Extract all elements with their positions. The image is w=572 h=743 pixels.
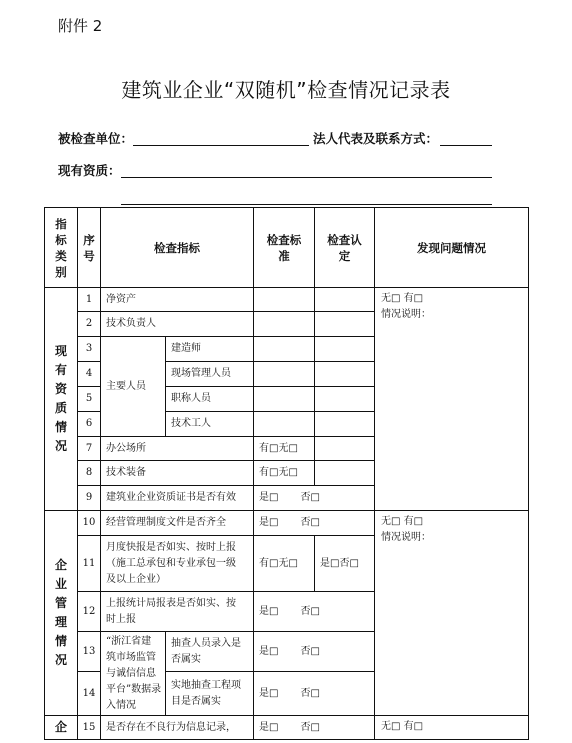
sub-indicator-cell: 技术工人: [166, 412, 254, 437]
header-indicator: 检查指标: [101, 208, 254, 288]
determination-cell[interactable]: [315, 461, 375, 486]
yes-no-cell[interactable]: [254, 511, 375, 536]
seq-cell: 3: [78, 337, 101, 362]
indicator-cell: 技术装备: [101, 461, 254, 486]
indicator-cell: 是否存在不良行为信息记录，: [101, 716, 254, 740]
seq-cell: 10: [78, 511, 101, 536]
sub-indicator-cell: 实地抽查工程项目是否属实: [166, 672, 254, 716]
seq-cell: 15: [78, 716, 101, 740]
seq-cell: 8: [78, 461, 101, 486]
indicator-cell: 办公场所: [101, 437, 254, 461]
category-next: 企: [45, 716, 78, 740]
yes-checkbox[interactable]: 是□: [259, 645, 279, 657]
indicator-cell: 技术负责人: [101, 312, 254, 337]
no-checkbox[interactable]: 否□: [300, 492, 320, 503]
no-checkbox[interactable]: 否□: [300, 517, 320, 528]
header-category: 指 标 类 别: [45, 208, 78, 288]
sub-indicator-cell: 建造师: [166, 337, 254, 362]
inspection-table: [44, 207, 529, 740]
header-issues: 发现问题情况: [375, 208, 529, 288]
sub-indicator-cell: 职称人员: [166, 387, 254, 412]
yes-no-cell[interactable]: [254, 592, 375, 632]
standard-cell[interactable]: [254, 412, 315, 437]
inspected-unit-label: 被检查单位：: [58, 131, 134, 146]
indicator-cell: 月度快报是否如实、按时上报 （施工总承包和专业承包一级 及以上企业）: [101, 536, 254, 592]
determination-cell[interactable]: [315, 362, 375, 387]
determination-cell[interactable]: [315, 387, 375, 412]
standard-cell[interactable]: [254, 337, 315, 362]
standard-cell[interactable]: 有□无□: [254, 461, 315, 486]
standard-cell[interactable]: [254, 362, 315, 387]
issues-cell-qualification[interactable]: 无□ 有□ 情况说明：: [375, 288, 529, 511]
inspected-unit-field[interactable]: [133, 145, 309, 146]
seq-cell: 13: [78, 632, 101, 672]
issues-cell-next[interactable]: 无□ 有□: [375, 716, 529, 740]
table-row: [45, 511, 529, 536]
yes-checkbox[interactable]: 是□: [259, 517, 279, 528]
yes-no-cell[interactable]: [254, 632, 375, 672]
seq-cell: 7: [78, 437, 101, 461]
legal-rep-field[interactable]: [440, 145, 492, 146]
category-qualification: 现 有 资 质 情 况: [45, 288, 78, 511]
yes-checkbox[interactable]: 是□: [259, 687, 279, 699]
standard-cell[interactable]: [254, 312, 315, 337]
seq-cell: 2: [78, 312, 101, 337]
seq-cell: 6: [78, 412, 101, 437]
page-title: 建筑业企业“双随机”检查情况记录表: [121, 78, 451, 102]
determination-cell[interactable]: [315, 337, 375, 362]
seq-cell: 9: [78, 486, 101, 511]
no-checkbox[interactable]: 否□: [300, 605, 320, 617]
legal-rep-label: 法人代表及联系方式：: [313, 131, 439, 146]
qualification-label: 现有资质：: [58, 163, 121, 178]
seq-cell: 5: [78, 387, 101, 412]
no-checkbox[interactable]: 否□: [300, 645, 320, 657]
seq-cell: 12: [78, 592, 101, 632]
yes-checkbox[interactable]: 是□: [259, 492, 279, 503]
indicator-cell: 净资产: [101, 288, 254, 312]
seq-cell: 4: [78, 362, 101, 387]
header-seq: 序 号: [78, 208, 101, 288]
yes-checkbox[interactable]: 是□: [259, 721, 279, 733]
standard-cell[interactable]: 有□无□: [254, 437, 315, 461]
determination-cell[interactable]: [315, 312, 375, 337]
seq-cell: 11: [78, 536, 101, 592]
table-row: [45, 716, 529, 740]
qualification-field[interactable]: [121, 177, 492, 178]
yes-checkbox[interactable]: 是□: [259, 605, 279, 617]
determination-cell[interactable]: [315, 288, 375, 312]
seq-cell: 14: [78, 672, 101, 716]
determination-cell[interactable]: [315, 437, 375, 461]
seq-cell: 1: [78, 288, 101, 312]
indicator-cell: 上报统计局报表是否如实、按 时上报: [101, 592, 254, 632]
main-personnel-label: 主要人员: [101, 337, 166, 437]
header-determination: 检查认 定: [315, 208, 375, 288]
no-checkbox[interactable]: 否□: [300, 687, 320, 699]
no-checkbox[interactable]: 否□: [300, 721, 320, 733]
qualification-field-line2[interactable]: [121, 204, 492, 205]
header-standard: 检查标 准: [254, 208, 315, 288]
attachment-label: 附件 2: [58, 17, 103, 35]
sub-indicator-cell: 抽查人员录入是否属实: [166, 632, 254, 672]
yes-no-cell[interactable]: [254, 486, 375, 511]
indicator-cell: 建筑业企业资质证书是否有效: [101, 486, 254, 511]
yes-no-cell[interactable]: [254, 672, 375, 716]
table-header-row: [45, 208, 529, 288]
issues-cell-management[interactable]: 无□ 有□ 情况说明：: [375, 511, 529, 716]
category-management: 企 业 管 理 情 况: [45, 511, 78, 716]
indicator-cell: 经营管理制度文件是否齐全: [101, 511, 254, 536]
table-row: [45, 288, 529, 312]
sub-indicator-cell: 现场管理人员: [166, 362, 254, 387]
standard-cell[interactable]: [254, 288, 315, 312]
determination-cell[interactable]: 是□否□: [315, 536, 375, 592]
platform-data-label: “浙江省建 筑市场监管 与诚信信息 平台”数据录 入情况: [101, 632, 166, 716]
standard-cell[interactable]: [254, 387, 315, 412]
standard-cell[interactable]: 有□无□: [254, 536, 315, 592]
yes-no-cell[interactable]: [254, 716, 375, 740]
determination-cell[interactable]: [315, 412, 375, 437]
